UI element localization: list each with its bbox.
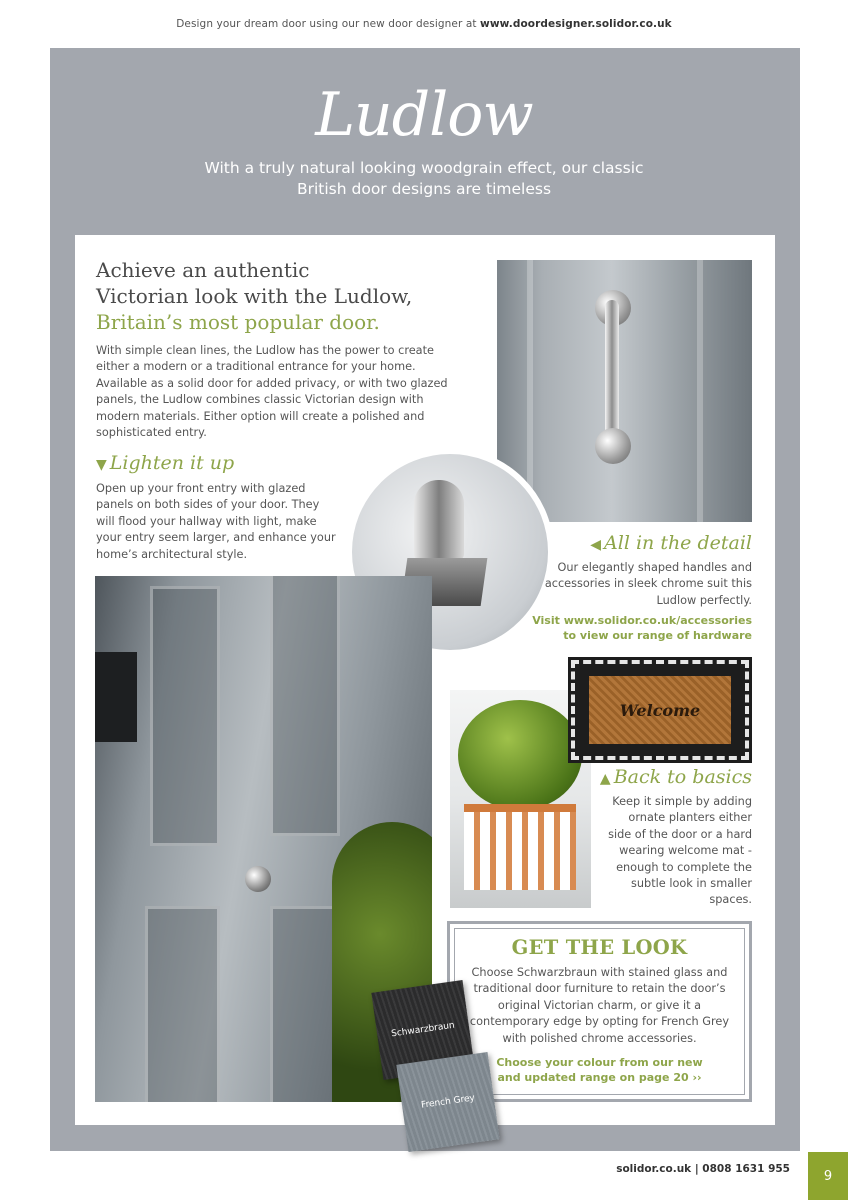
accessories-link-line-2[interactable]: to view our range of hardware — [563, 629, 752, 642]
swatch-label: French Grey — [420, 1093, 476, 1111]
triangle-down-icon: ▼ — [96, 457, 107, 473]
detail-heading — [590, 532, 752, 554]
headline-line-1: Achieve an authentic — [96, 258, 310, 282]
get-the-look-body: Choose Schwarzbraun with stained glass and traditional door furniture to retain the door’s original Victorian charm, or give it a contemporary edge by opting for French Grey with polished chrome accessories. — [469, 966, 730, 1045]
swatch-french-grey — [396, 1052, 499, 1152]
accessories-link[interactable] — [512, 613, 752, 643]
page-title: Ludlow — [315, 80, 533, 150]
accessories-link-line-1[interactable]: Visit www.solidor.co.uk/accessories — [532, 614, 752, 627]
banner-text: Design your dream door using our new door designer at — [176, 18, 481, 30]
footer-contact: solidor.co.uk | 0808 1631 955 — [616, 1163, 790, 1175]
basics-heading — [600, 766, 752, 788]
detail-body: Our elegantly shaped handles and accessories in sleek chrome suit this Ludlow perfectly. — [544, 561, 752, 607]
planter-photo — [450, 690, 591, 908]
subtitle-line-1: With a truly natural looking woodgrain effect, our classic — [204, 159, 644, 177]
basics-body: Keep it simple by adding ornate planters either side of the door or a hard wearing welcome mat - enough to complete the subtle look in smaller spaces. — [608, 795, 752, 907]
detail-heading-text: All in the detail — [604, 532, 752, 554]
colour-range-link-line-2[interactable]: and updated range on page 20 ›› — [497, 1071, 702, 1084]
get-the-look-box — [447, 921, 752, 1102]
page-number: 9 — [808, 1152, 848, 1200]
get-the-look-title: GET THE LOOK — [511, 936, 688, 959]
top-banner — [0, 18, 848, 30]
intro-body: With simple clean lines, the Ludlow has the power to create either a modern or a traditional entrance for your home. Available as a solid door for added privacy, or with two glazed panels, the Ludlow combines classic Victorian design with modern materials. Either option will create a polished and sophisticated entry. — [96, 344, 448, 440]
page-subtitle — [0, 158, 848, 200]
lighten-heading — [96, 452, 234, 474]
lighten-heading-text: Lighten it up — [109, 452, 235, 474]
headline-line-2: Victorian look with the Ludlow, — [96, 284, 413, 308]
swatch-label: Schwarzbraun — [390, 1020, 456, 1040]
door-handle-photo — [497, 260, 752, 522]
triangle-left-icon: ◀ — [590, 537, 602, 553]
triangle-up-icon: ▲ — [599, 771, 611, 787]
headline-line-3: Britain’s most popular door. — [96, 310, 380, 334]
intro-headline — [96, 257, 496, 335]
subtitle-line-2: British door designs are timeless — [296, 180, 552, 198]
welcome-mat-photo — [571, 660, 749, 760]
basics-heading-text: Back to basics — [613, 766, 752, 788]
lighten-body: Open up your front entry with glazed panels on both sides of your door. They will flood your hallway with light, make your entry seem larger, and enhance your home’s architectural style. — [96, 482, 336, 561]
mat-word: Welcome — [619, 700, 701, 720]
colour-range-link[interactable] — [460, 1055, 739, 1085]
colour-range-link-line-1[interactable]: Choose your colour from our new — [496, 1056, 703, 1069]
banner-url[interactable]: www.doordesigner.solidor.co.uk — [480, 18, 672, 30]
